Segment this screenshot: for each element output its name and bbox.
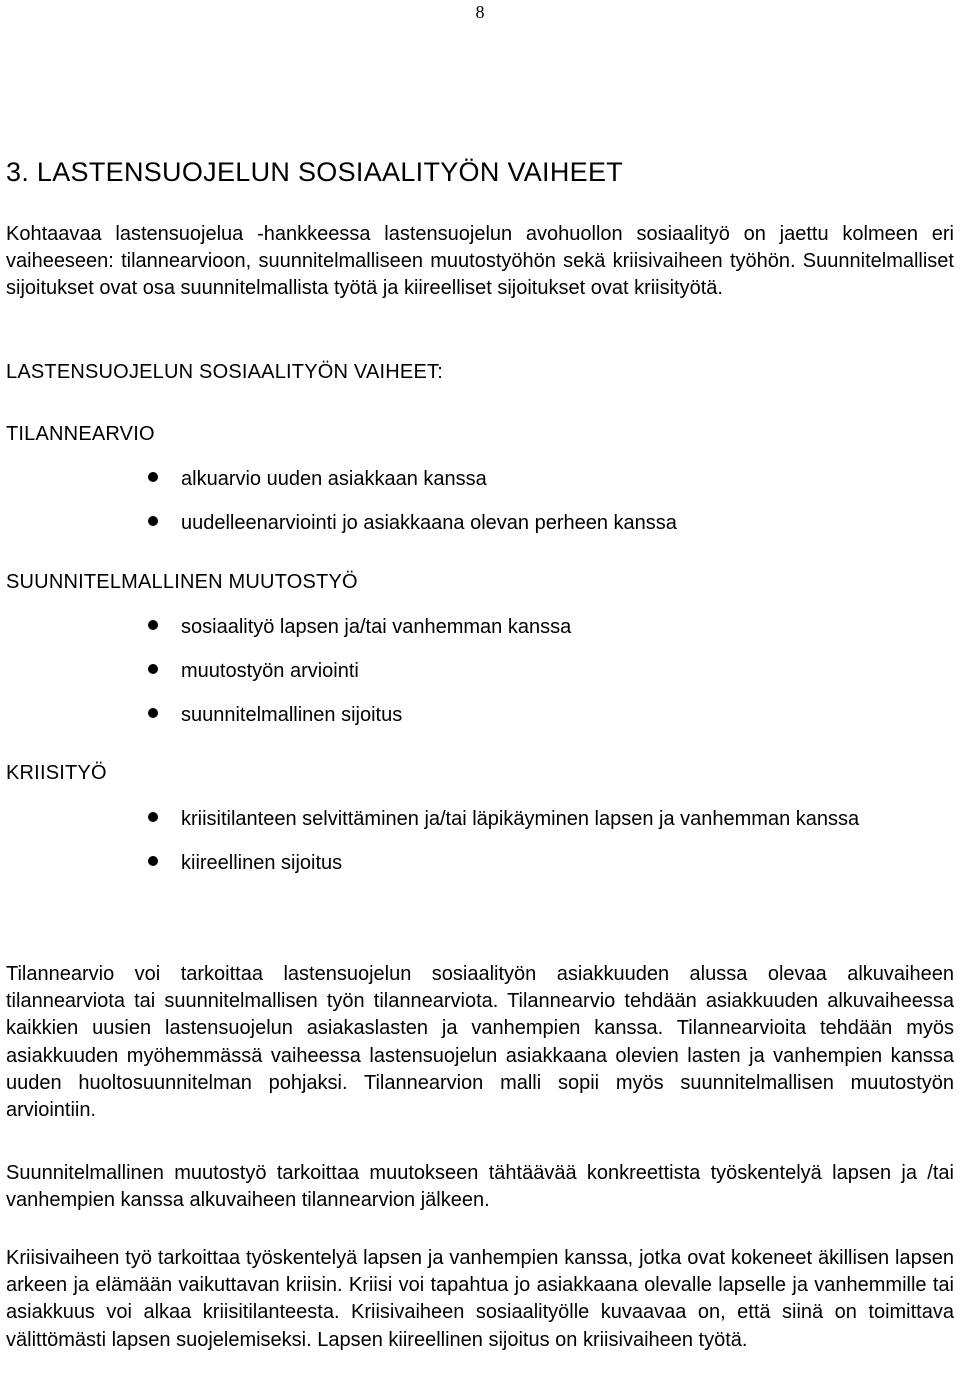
list-item (0, 658, 901, 685)
list-item-text: suunnitelmallinen sijoitus (181, 704, 403, 726)
body-paragraph-kriisityo: Kriisivaiheen työ tarkoittaa työskentelyä lapsen ja vanhempien kanssa, jotka ovat kokeneet äkillisen lapsen arkeen ja elämään vaikuttavan kriisin. Kriisi voi tapahtua jo asiakkaana olevalle lapselle ja vanhemmille tai asiakkuus voi alkaa kriisitilanteesta. Kriisivaiheen sosiaalityölle kuvaavaa on, että siinä on toimittava välittömästi lapsen suojelemiseksi. Lapsen kiireellinen sijoitus on kriisivaiheen työtä. (6, 1247, 954, 1351)
bullet-icon (148, 472, 158, 482)
list-item (0, 510, 901, 537)
phase-list-muutostyo (0, 614, 960, 746)
list-item-text: alkuarvio uuden asiakkaan kanssa (181, 468, 487, 490)
list-item-text: uudelleenarviointi jo asiakkaana olevan perheen kanssa (181, 512, 677, 534)
list-item (0, 850, 901, 877)
bullet-icon (148, 664, 158, 674)
phase-list-tilannearvio (0, 466, 960, 554)
bullet-icon (148, 516, 158, 526)
phases-heading: LASTENSUOJELUN SOSIAALITYÖN VAIHEET: (6, 361, 443, 383)
phase-list-kriisityo (0, 806, 960, 894)
list-item (0, 614, 901, 641)
intro-paragraph: Kohtaavaa lastensuojelua -hankkeessa lastensuojelun avohuollon sosiaalityö on jaettu kolmeen eri vaiheeseen: tilannearvioon, suunnitelmalliseen muutostyöhön sekä kriisivaiheen työhön. Suunnitelmalliset sijoitukset ovat osa suunnitelmallista työtä ja kiireelliset sijoitukset ovat kriisityötä. (6, 223, 954, 300)
list-item (0, 702, 901, 729)
phase-heading-kriisityo: KRIISITYÖ (6, 762, 107, 784)
list-item (0, 466, 901, 493)
chapter-title: 3. LASTENSUOJELUN SOSIAALITYÖN VAIHEET (6, 157, 624, 187)
page-number: 8 (475, 2, 485, 22)
list-item-text: kriisitilanteen selvittäminen ja/tai läpikäyminen lapsen ja vanhemman kanssa (181, 808, 860, 830)
phase-heading-muutostyo: SUUNNITELMALLINEN MUUTOSTYÖ (6, 571, 358, 593)
bullet-icon (148, 708, 158, 718)
list-item (0, 806, 901, 833)
bullet-icon (148, 812, 158, 822)
bullet-icon (148, 620, 158, 630)
list-item-text: muutostyön arviointi (181, 660, 359, 682)
bullet-icon (148, 856, 158, 866)
phase-heading-tilannearvio: TILANNEARVIO (6, 423, 155, 445)
body-paragraph-muutostyo: Suunnitelmallinen muutostyö tarkoittaa muutokseen tähtäävää konkreettista työskentelyä lapsen ja /tai vanhempien kanssa alkuvaiheen tilannearvion jälkeen. (6, 1162, 954, 1212)
body-paragraph-tilannearvio: Tilannearvio voi tarkoittaa lastensuojelun sosiaalityön asiakkuuden alussa olevaa alkuvaiheen tilannearviota tai suunnitelmallisen työn tilannearviota. Tilannearvio tehdään asiakkuuden alkuvaiheessa kaikkien uusien lastensuojelun asiakaslasten ja vanhempien kanssa. Tilannearvioita tehdään myös asiakkuuden myöhemmässä vaiheessa lastensuojelun asiakkaana olevien lasten ja vanhempien kanssa uuden huoltosuunnitelman pohjaksi. Tilannearvion malli sopii myös suunnitelmallisen muutostyön arviointiin. (6, 963, 954, 1122)
list-item-text: sosiaalityö lapsen ja/tai vanhemman kanssa (181, 616, 572, 638)
list-item-text: kiireellinen sijoitus (181, 852, 343, 874)
